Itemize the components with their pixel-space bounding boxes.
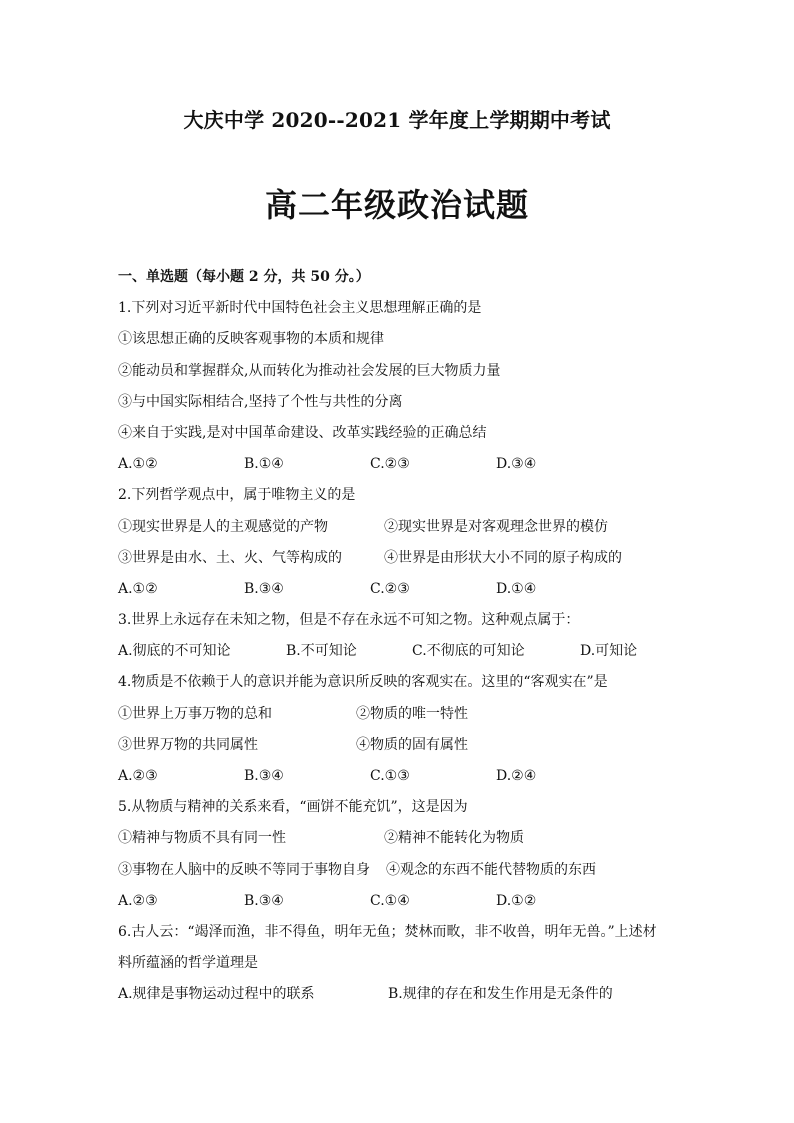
option-b: B.不可知论	[286, 643, 357, 660]
option-d: D.①②	[496, 892, 537, 909]
question-2-statement-row-2	[118, 543, 688, 574]
question-1-stem: 1.下列对习近平新时代中国特色社会主义思想理解正确的是	[118, 300, 482, 317]
section-heading: 一、单选题（每小题 2 分，共 50 分。）	[118, 269, 370, 285]
question-2-statement-4: ④世界是由形状大小不同的原子构成的	[384, 549, 622, 566]
question-5-stem: 5.从物质与精神的关系来看，“画饼不能充饥”，这是因为	[118, 799, 468, 816]
exam-subject-title: 高二年级政治试题	[264, 186, 529, 224]
question-5-statement-row-2	[118, 855, 688, 886]
question-3-stem: 3.世界上永远存在未知之物，但是不存在永远不可知之物。这种观点属于：	[118, 612, 580, 629]
question-5-statement-1: ①精神与物质不具有同一性	[118, 830, 286, 847]
question-6-stem-line-2: 料所蕴涵的哲学道理是	[118, 955, 258, 972]
question-5-statement-2: ②精神不能转化为物质	[384, 830, 524, 847]
question-2-statement-3: ③世界是由水、土、火、气等构成的	[118, 549, 342, 566]
question-4-statement-2: ②物质的唯一特性	[356, 705, 468, 722]
question-1-statement-2: ②能动员和掌握群众,从而转化为推动社会发展的巨大物质力量	[118, 362, 501, 379]
question-2-options	[118, 574, 688, 605]
question-4-statement-4: ④物质的固有属性	[356, 736, 468, 753]
question-4-statement-3: ③世界万物的共同属性	[118, 736, 258, 753]
question-4-statement-row-2	[118, 730, 688, 761]
question-2-statement-2: ②现实世界是对客观理念世界的模仿	[384, 518, 608, 535]
question-6-options	[118, 979, 688, 1010]
option-d: D.②④	[496, 768, 537, 784]
question-1-statement-3: ③与中国实际相结合,坚持了个性与共性的分离	[118, 393, 403, 410]
option-b: B.规律的存在和发生作用是无条件的	[388, 986, 613, 1003]
question-4-options	[118, 761, 688, 792]
question-2-statement-1: ①现实世界是人的主观感觉的产物	[118, 518, 328, 535]
question-5-statement-3: ③事物在人脑中的反映不等同于事物自身	[118, 861, 370, 878]
question-4-statement-row-1	[118, 699, 688, 730]
option-c: C.①④	[370, 892, 410, 909]
option-d: D.③④	[496, 456, 537, 473]
question-5-statement-4: ④观念的东西不能代替物质的东西	[386, 861, 596, 878]
option-b: B.③④	[244, 892, 284, 909]
question-5-statement-row-1	[118, 823, 688, 854]
option-c: C.①③	[370, 768, 410, 784]
exam-content	[118, 262, 688, 1011]
question-1-options	[118, 449, 688, 480]
option-c: C.②③	[370, 580, 410, 597]
option-c: C.②③	[370, 456, 410, 473]
option-d: D.①④	[496, 580, 537, 597]
school-exam-title: 大庆中学 2020--2021 学年度上学期期中考试	[183, 108, 611, 132]
option-b: B.①④	[244, 456, 284, 473]
question-4-statement-1: ①世界上万事万物的总和	[118, 705, 272, 722]
option-a: A.②③	[118, 892, 158, 909]
option-d: D.可知论	[580, 643, 638, 660]
option-b: B.③④	[244, 768, 284, 784]
option-a: A.①②	[118, 456, 158, 473]
option-c: C.不彻底的可知论	[412, 643, 525, 660]
option-a: A.彻底的不可知论	[118, 643, 231, 660]
question-5-options	[118, 886, 688, 917]
question-4-stem: 4.物质是不依赖于人的意识并能为意识所反映的客观实在。这里的“客观实在”是	[118, 674, 608, 691]
option-a: A.①②	[118, 580, 158, 597]
question-6-stem-line-1: 6.古人云：“竭泽而渔，非不得鱼，明年无鱼；焚林而畋，非不收兽，明年无兽。”上述材	[118, 923, 657, 940]
option-a: A.②③	[118, 768, 158, 784]
option-b: B.③④	[244, 580, 284, 597]
question-2-stem: 2.下列哲学观点中，属于唯物主义的是	[118, 487, 356, 504]
question-3-options	[118, 636, 688, 667]
question-2-statement-row-1	[118, 512, 688, 543]
question-1-statement-1: ①该思想正确的反映客观事物的本质和规律	[118, 331, 384, 348]
question-1-statement-4: ④来自于实践,是对中国革命建设、改革实践经验的正确总结	[118, 424, 487, 441]
option-a: A.规律是事物运动过程中的联系	[118, 986, 315, 1003]
